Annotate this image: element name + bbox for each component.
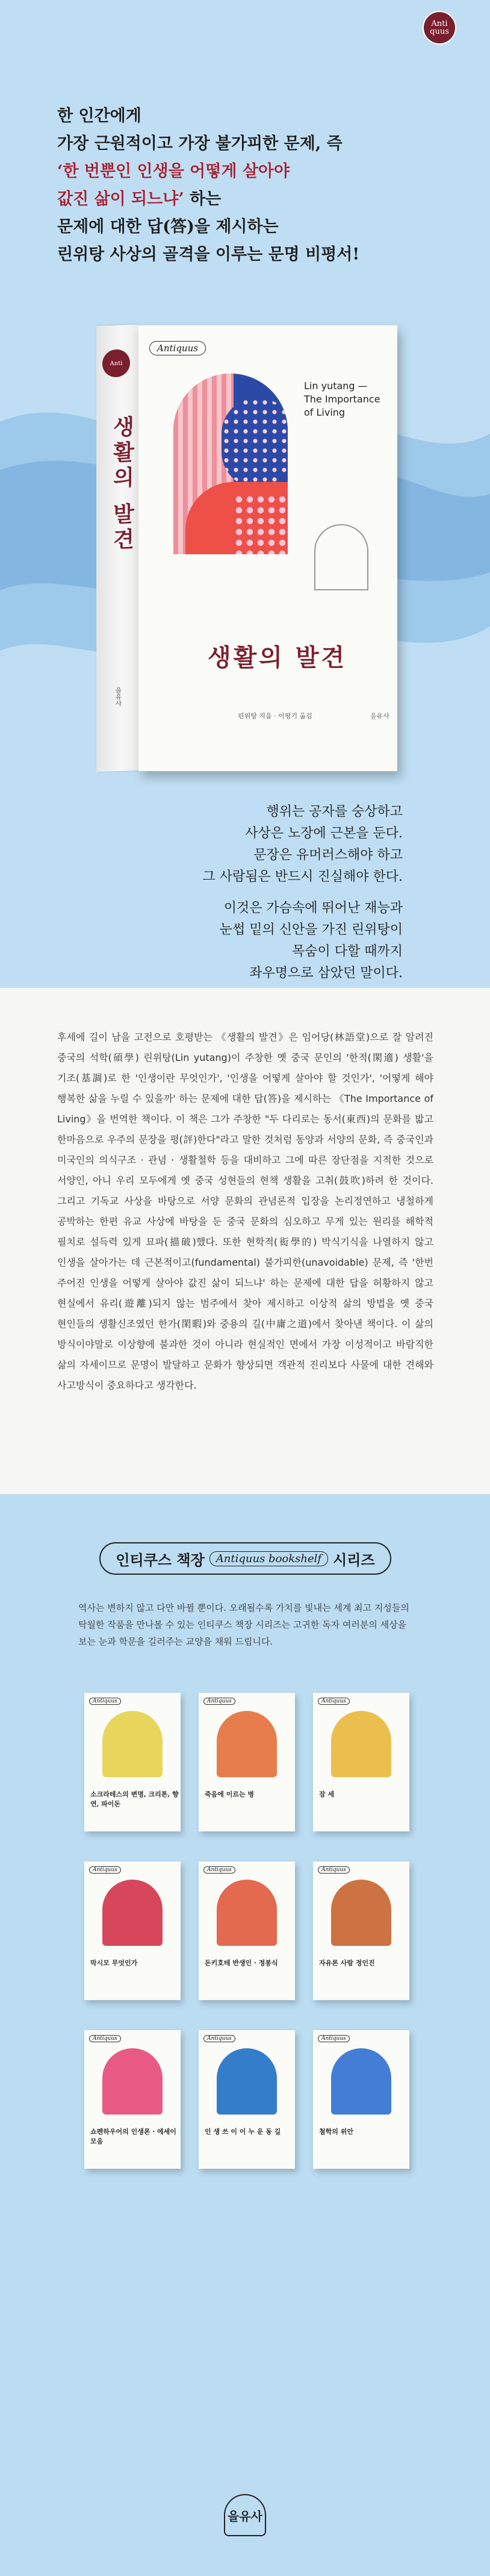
book-mockup <box>96 325 397 771</box>
intro-line: 린위탕 사상의 골격을 이루는 문명 비평서! <box>57 245 360 264</box>
intro-line: 한 인간에게 <box>57 107 141 125</box>
intro-line: 가장 근원적이고 가장 불가피한 문제, 즉 <box>57 134 343 153</box>
book-title: 막시모 무엇인가 <box>90 1959 138 1967</box>
book-title: 철학의 위안 <box>319 2128 353 2136</box>
book-cover-art <box>217 2048 277 2115</box>
intro-line: 문제에 대한 답(答)을 제시하는 <box>57 217 279 236</box>
quote-line: 눈썹 밑의 신안을 가진 린위탕이 <box>219 922 403 937</box>
english-title: Lin yutang — The Importance of Living <box>304 380 380 418</box>
spine-publisher: 을유사 <box>114 686 122 707</box>
spine-logo: Anti <box>102 349 130 378</box>
series-book-cover[interactable] <box>84 1693 181 1831</box>
logo-text-top: Anti <box>431 19 448 28</box>
series-section <box>0 1494 490 2576</box>
book-series-tag: Antiquus <box>318 1698 350 1705</box>
quote-line: 이것은 가슴속에 뛰어난 재능과 <box>223 901 403 916</box>
korean-title: 생활의 발견 <box>208 643 347 672</box>
book-title: 돈키호테 반생인 · 정봉식 <box>205 1959 278 1967</box>
book-title: 잠 세 <box>319 1790 335 1798</box>
book-title: 죽음에 이르는 병 <box>205 1790 255 1798</box>
author-translator: 린위탕 지음 · 이평기 옮김 <box>238 712 312 720</box>
series-book-cover[interactable] <box>84 2030 181 2169</box>
series-book-cover[interactable] <box>199 2030 295 2169</box>
series-book-cover[interactable] <box>199 1862 295 2000</box>
publisher-logo: 을유사 <box>224 2494 266 2536</box>
book-cover-art <box>217 1711 277 1777</box>
hero-section <box>0 0 490 988</box>
book-series-tag: Antiquus <box>89 1866 121 1874</box>
series-heading-en: Antiquus bookshelf <box>209 1551 328 1566</box>
series-tag: Antiquus <box>149 341 206 355</box>
series-book-cover[interactable] <box>313 1693 409 1831</box>
book-title: 자유론 사람 정인진 <box>319 1959 375 1967</box>
quote-block-2 <box>0 898 490 984</box>
book-cover-art <box>102 1711 163 1777</box>
intro-line: 하는 <box>184 190 222 208</box>
intro-highlight: 값진 삶이 되느냐’ <box>57 190 184 208</box>
quote-line: 목숨이 다할 때까지 <box>291 944 403 959</box>
quote-line: 그 사람됨은 반드시 진실해야 한다. <box>202 869 403 884</box>
book-title: 소크라테스의 변명, 크리톤, 향연, 파이돈 <box>90 1790 179 1808</box>
cover-artwork <box>173 374 288 554</box>
book-cover-art <box>331 1711 391 1777</box>
book-title: 인 생 쓰 이 이 누 운 동 길 <box>205 2128 281 2136</box>
book-cover-art <box>217 1880 277 1946</box>
book-series-tag: Antiquus <box>203 1698 235 1705</box>
series-book-cover[interactable] <box>199 1693 295 1831</box>
series-book-cover[interactable] <box>313 2030 409 2169</box>
book-cover-art <box>102 2048 163 2115</box>
quote-line: 좌우명으로 삼았던 말이다. <box>249 966 403 981</box>
description-section <box>0 988 490 1494</box>
book-cover <box>138 325 397 771</box>
intro-highlight: ‘한 번뿐인 인생을 어떻게 살아야 <box>57 162 290 181</box>
logo-text-bottom: quus <box>430 27 449 36</box>
book-cover-art <box>331 1880 391 1946</box>
cover-publisher: 을유사 <box>370 712 389 720</box>
series-book-cover[interactable] <box>84 1862 181 2000</box>
book-series-tag: Antiquus <box>318 2035 350 2042</box>
book-cover-art <box>102 1880 163 1946</box>
intro-copy <box>57 102 448 269</box>
series-heading-left: 인티쿠스 책장 <box>116 1551 205 1569</box>
book-cover-art <box>331 2048 391 2115</box>
emblem-icon <box>314 524 368 590</box>
series-description: 역사는 변하지 않고 다만 바뀔 뿐이다. 오래될수록 가치를 빛내는 세계 최고 지성들의 탁월한 작품을 만나볼 수 있는 인티쿠스 책장 시리즈는 고귀한 독자 여러분의 세상을 보는 눈과 학문을 길러주는 교양을 채워 드립니다. <box>78 1602 409 1647</box>
spine-title: 생활의 발견 <box>110 414 135 554</box>
book-description: 후세에 길이 남을 고전으로 호평받는 《생활의 발견》은 임어당(林語堂)으로 잘 알려진 중국의 석학(碩學) 린위탕(Lin yutang)이 주창한 옛 중국 문인의 '한적(閑適) 생활'을 기조(基調)로 한 '인생이란 무엇인가', '인생을 어떻게 살아야 할 것인가', '어떻게 해야 행복한 삶을 누릴 수 있을까' 하는 문제에 대한 답(答)을 제시하는 《The Importance of Living》을 번역한 책이다. 이 책은 그가 주창한 "두 다리로는 동서(東西)의 문화를 밟고 한마음으로 우주의 문장을 평(評)한다"라고 말한 것처럼 동양과 서양의 문화, 즉 중국인과 미국인의 의식구조 · 관념 · 생활철학 등을 대비하고 그에 따른 장단점을 지적한 것으로 서양인, 아니 우리 모두에게 옛 중국 성현들의 현책 생활을 고취(鼓吹)하려 한 것이다. 그리고 기독교 사상을 바탕으로 서양 문화의 관념론적 입장을 논리정연하고 냉철하게 공박하는 한편 유교 사상에 바탕을 둔 중국 문화의 심오하고 무게 있는 원리를 해학적 필치로 설득력 있게 묘파(描破)했다. 또한 현학적(衒學的) 박식기식을 나열하지 않고 인생을 살아가는 데 근본적이고(fundamental) 불가피한(unavoidable) 문제, 즉 '한번 주어진 인생을 어떻게 살아야 값진 삶이 되느냐' 하는 문제에 대한 답을 허황하지 않고 현실에서 유리(遊離)되지 않는 범주에서 찾아 제시하고 이상적 삶의 방법을 옛 중국 현인들의 생활신조였던 한가(閑暇)와 중용의 길(中庸之道)에서 찾아낸 책이다. 이 삶의 방식이야말로 이상향에 불과한 것이 아니라 현실적인 면에서 가장 이성적이고 바람직한 삶의 자세이므로 문명이 발달하고 문화가 향상되면 객관적 진리보다 사물에 대한 견해와 사고방식이 중요하다고 생각한다. <box>57 1031 433 1391</box>
quote-block-1 <box>0 801 490 888</box>
quote-line: 행위는 공자를 숭상하고 <box>266 804 403 819</box>
series-book-cover[interactable] <box>313 1862 409 2000</box>
book-series-tag: Antiquus <box>203 2035 235 2042</box>
quote-line: 사상은 노장에 근본을 둔다. <box>245 826 403 841</box>
series-heading <box>99 1542 391 1575</box>
book-series-tag: Antiquus <box>89 1698 121 1705</box>
series-heading-right: 시리즈 <box>333 1551 375 1569</box>
book-series-tag: Antiquus <box>318 1866 350 1874</box>
book-title: 쇼펜하우어의 인생론 · 에세이 모음 <box>90 2128 176 2145</box>
quote-line: 문장은 유머러스해야 하고 <box>253 848 403 863</box>
antiquus-logo <box>423 11 456 45</box>
book-series-tag: Antiquus <box>203 1866 235 1874</box>
book-spine <box>96 325 138 772</box>
book-series-tag: Antiquus <box>89 2035 121 2042</box>
